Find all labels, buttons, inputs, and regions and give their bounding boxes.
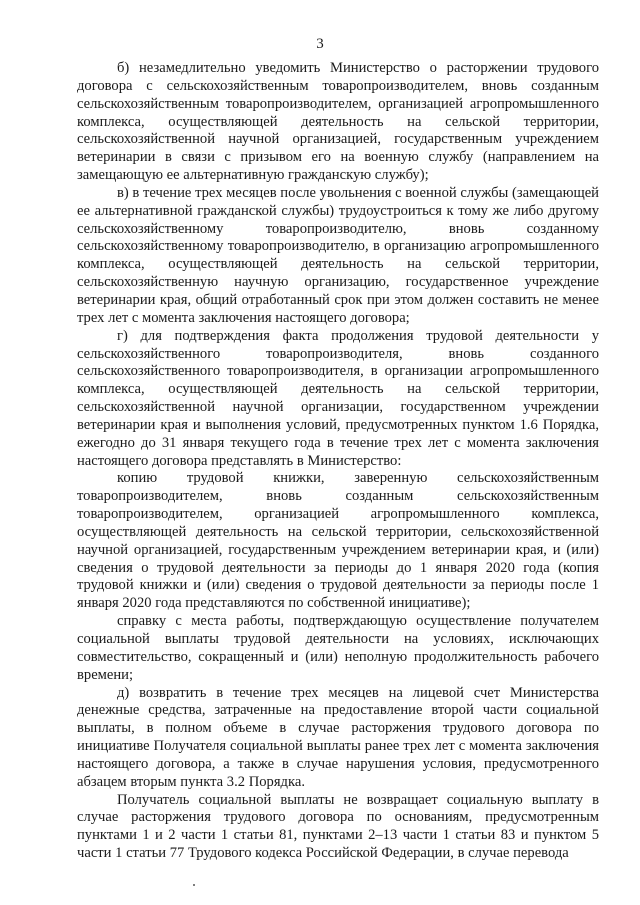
paragraph-b-notify-ministry: б) незамедлительно уведомить Министерство о расторжении трудового договора с сельскохозяйственным товаропроизводителем, вновь созданным сельскохозяйственным товаропроизводителем, организацией агропромышленного комплекса, осуществляющей деятельность на сельской территории, сельскохозяйственной научной организацией, государственным учреждением ветеринарии в связи с призывом его на военную службу (направлением на замещающую ее альтернативную гражданскую службу); bbox=[77, 60, 599, 184]
document-body bbox=[77, 60, 599, 863]
paragraph-d-refund: д) возвратить в течение трех месяцев на лицевой счет Министерства денежные средства, затраченные на предоставление второй части социальной выплаты, в полном объеме в случае расторжения трудового договора по инициативе Получателя социальной выплаты ранее трех лет с момента заключения настоящего договора, а также в случае нарушения условия, предусмотренного абзацем вторым пункта 3.2 Порядка. bbox=[77, 684, 599, 790]
paragraph-no-refund-conditions: Получатель социальной выплаты не возвращает социальную выплату в случае расторжения трудового договора по основаниям, предусмотренным пунктами 1 и 2 части 1 статьи 81, пунктами 2–13 части 1 статьи 83 и пунктом 5 части 1 статьи 77 Трудового кодекса Российской Федерации, в случае перевода bbox=[77, 791, 599, 862]
paragraph-work-book-copy: копию трудовой книжки, заверенную сельскохозяйственным товаропроизводителем, вновь созданным сельскохозяйственным товаропроизводителем, организацией агропромышленного комплекса, осуществляющей деятельность на сельской территории, сельскохозяйственной научной организацией, государственным учреждением ветеринарии края, и (или) сведения о трудовой деятельности за периоды до 1 января 2020 года (копия трудовой книжки и (или) сведения о трудовой деятельности за периоды после 1 января 2020 года представляются по собственной инициативе); bbox=[77, 470, 599, 612]
paragraph-employment-certificate: справку с места работы, подтверждающую осуществление получателем социальной выплаты трудовой деятельности на условиях, исключающих совместительство, сокращенный и (или) неполную продолжительность рабочего времени; bbox=[77, 613, 599, 683]
paragraph-g-confirmation: г) для подтверждения факта продолжения трудовой деятельности у сельскохозяйственного товаропроизводителя, вновь созданного сельскохозяйственного товаропроизводителя, в организации агропромышленного комплекса, осуществляющей деятельность на сельской территории, сельскохозяйственной научной организации, государственном учреждении ветеринарии края и выполнения условий, предусмотренных пунктом 1.6 Порядка, ежегодно до 31 января текущего года в течение трех лет с момента заключения настоящего договора представлять в Министерство: bbox=[77, 327, 599, 469]
paragraph-v-reemployment: в) в течение трех месяцев после увольнения с военной службы (замещающей ее альтернативной гражданской службы) трудоустроиться к тому же либо другому сельскохозяйственному товаропроизводителю, вновь созданному сельскохозяйственному товаропроизводителю, в организацию агропромышленного комплекса, осуществляющей деятельность на сельской территории, сельскохозяйственную научную организацию, государственное учреждение ветеринарии края, общий отработанный срок при этом должен составить не менее трех лет с момента заключения настоящего договора; bbox=[77, 184, 599, 326]
page-number: 3 bbox=[316, 36, 324, 52]
scan-speck bbox=[193, 884, 195, 886]
